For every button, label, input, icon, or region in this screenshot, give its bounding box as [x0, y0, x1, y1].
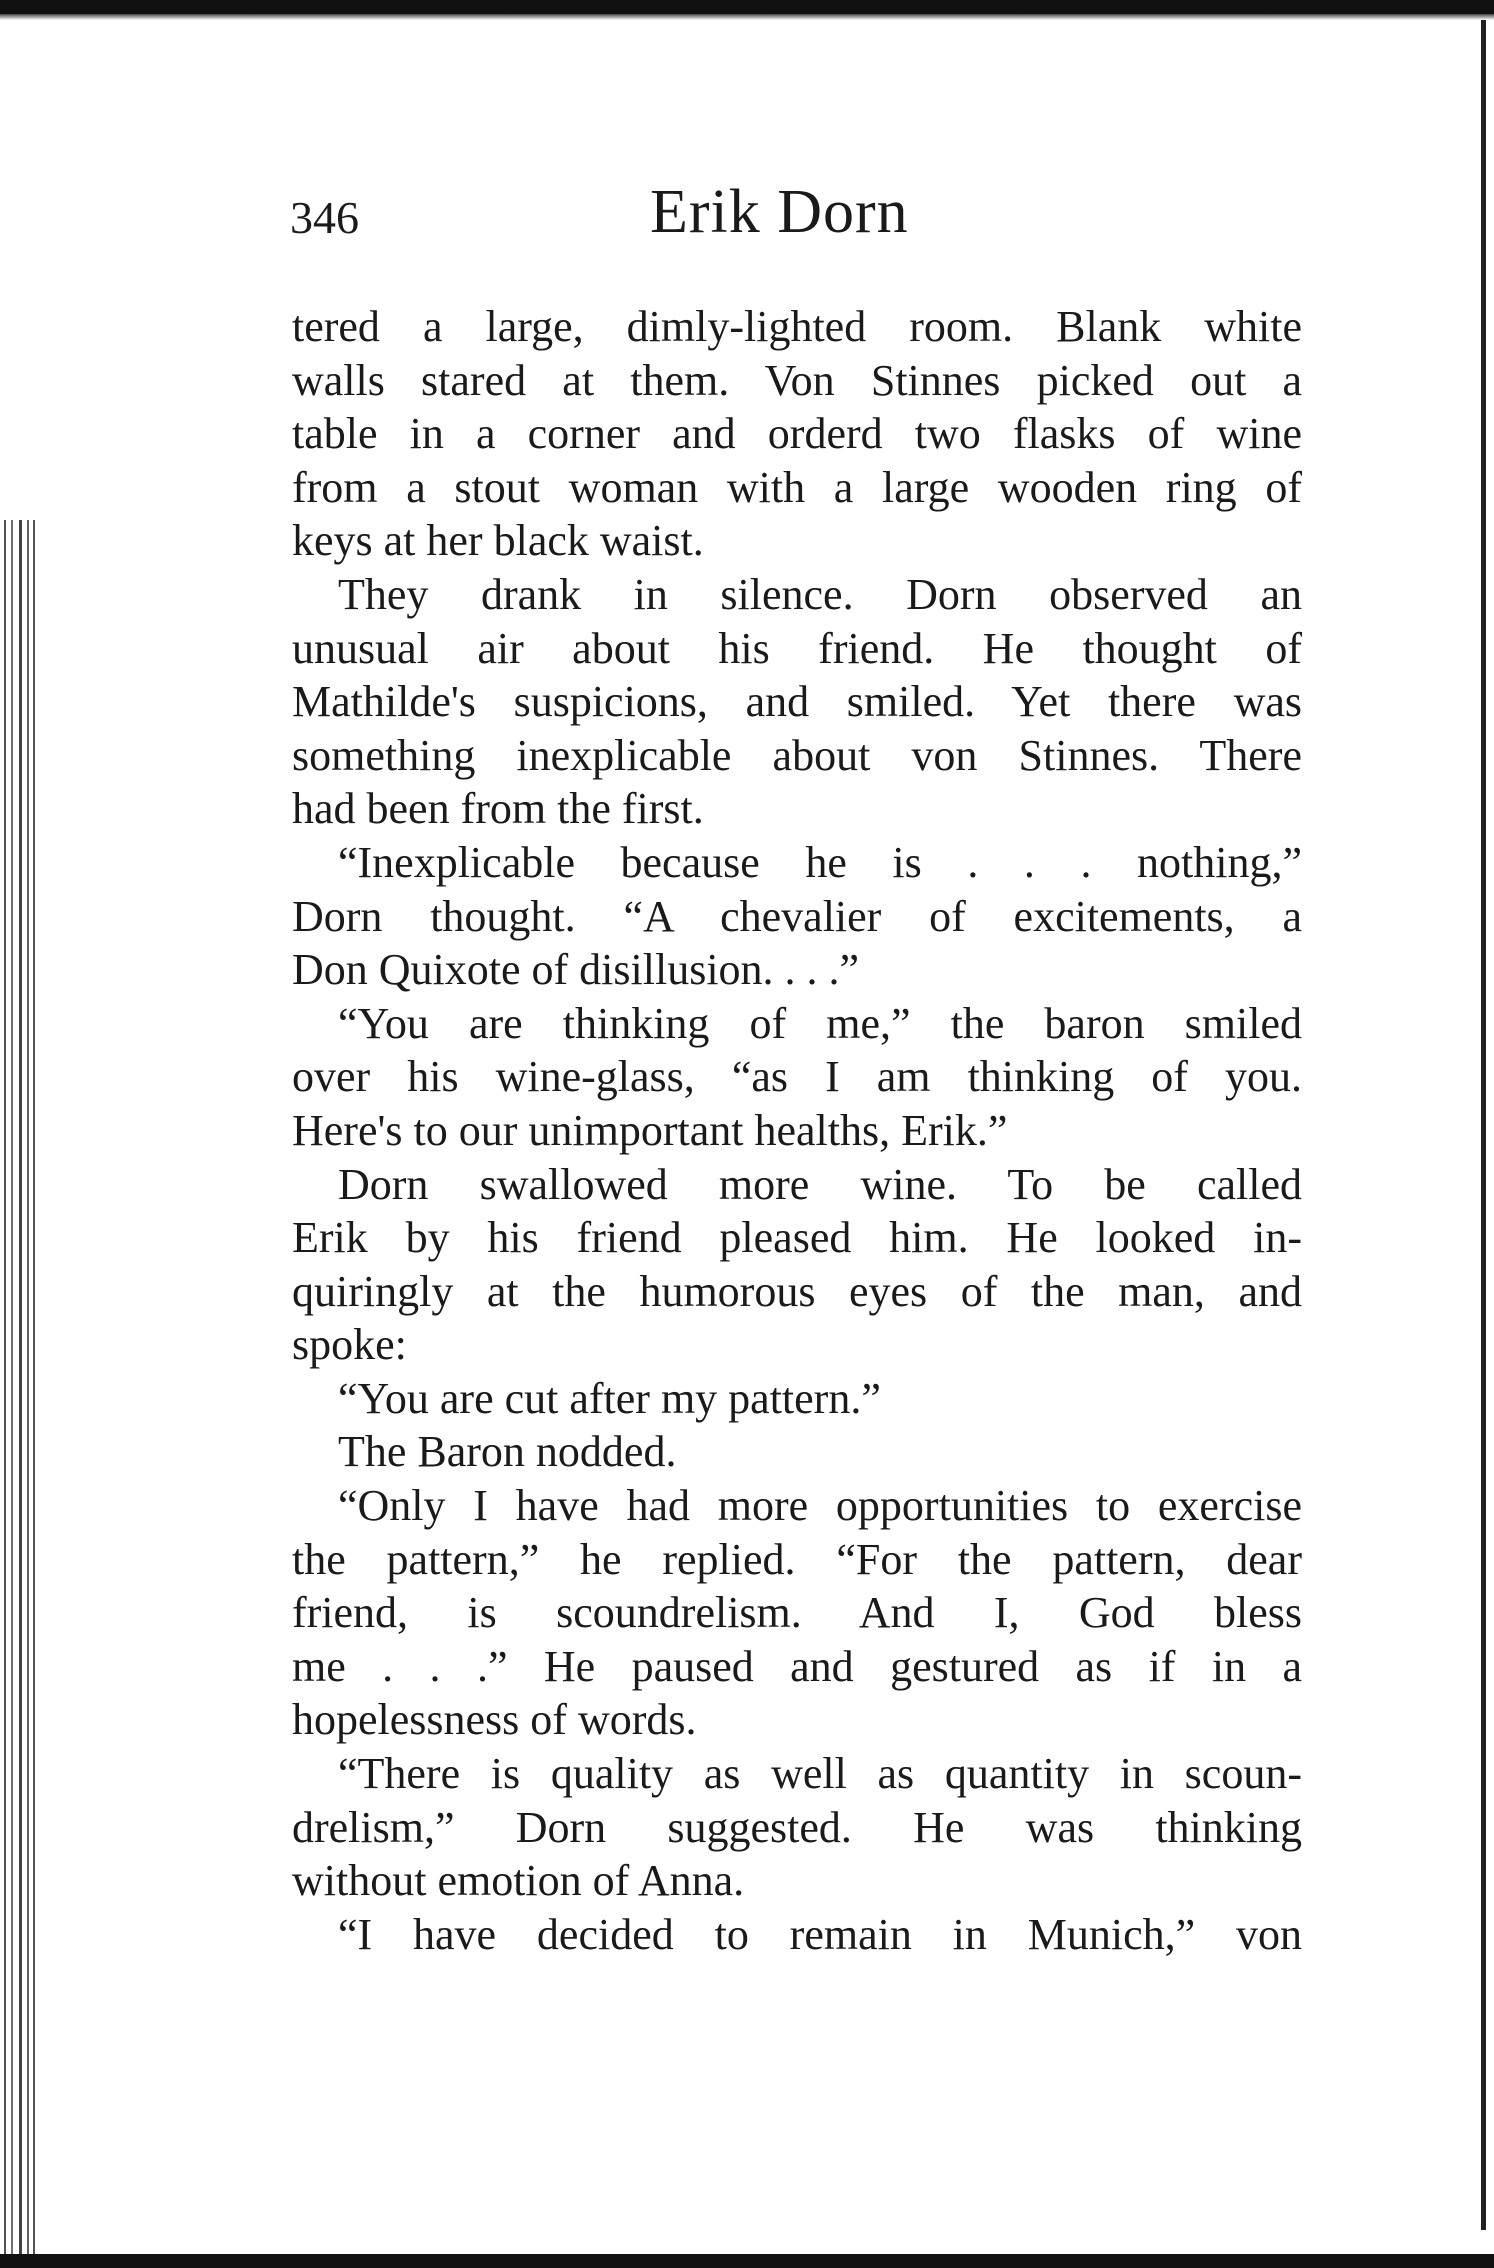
text-line: Here's to our unimportant healths, Erik.” — [292, 1105, 1008, 1155]
scan-edge-left-binding — [0, 520, 36, 2260]
text-line: The Baron nodded. — [338, 1427, 677, 1477]
scan-edge-right — [1481, 20, 1486, 2230]
text-line: “Only I have had more opportunities to exercise — [338, 1481, 1302, 1531]
text-line: Dorn thought. “A chevalier of excitements, a — [292, 891, 1302, 941]
page-number: 346 — [290, 192, 359, 243]
body-text — [292, 300, 1302, 1961]
text-line: something inexplicable about von Stinnes. There — [292, 730, 1302, 780]
text-line: They drank in silence. Dorn observed an — [338, 569, 1302, 619]
text-line: from a stout woman with a large wooden ring of — [292, 462, 1302, 512]
text-line: unusual air about his friend. He thought of — [292, 623, 1302, 673]
text-line: “You are thinking of me,” the baron smiled — [338, 998, 1302, 1048]
text-line: “I have decided to remain in Munich,” von — [338, 1909, 1302, 1959]
scan-edge-top-shadow — [0, 14, 1494, 20]
text-line: “Inexplicable because he is . . . nothing,” — [338, 837, 1302, 887]
text-line: hopelessness of words. — [292, 1695, 697, 1745]
text-line: Don Quixote of disillusion. . . .” — [292, 945, 860, 995]
text-line: the pattern,” he replied. “For the pattern, dear — [292, 1534, 1302, 1584]
text-line: keys at her black waist. — [292, 516, 704, 566]
text-line: walls stared at them. Von Stinnes picked out a — [292, 355, 1302, 405]
text-line: spoke: — [292, 1320, 407, 1370]
scan-edge-top — [0, 0, 1494, 14]
page-header — [290, 176, 1300, 256]
text-line: “There is quality as well as quantity in scoun- — [338, 1749, 1302, 1799]
text-line: table in a corner and orderd two flasks of wine — [292, 409, 1302, 459]
text-line: “You are cut after my pattern.” — [338, 1373, 881, 1423]
text-line: over his wine-glass, “as I am thinking of you. — [292, 1052, 1302, 1102]
text-line: Mathilde's suspicions, and smiled. Yet there was — [292, 677, 1302, 727]
text-line: me . . .” He paused and gestured as if in a — [292, 1641, 1302, 1691]
text-line: friend, is scoundrelism. And I, God bless — [292, 1588, 1302, 1638]
text-line: Erik by his friend pleased him. He looked in- — [292, 1213, 1302, 1263]
text-line: quiringly at the humorous eyes of the man, and — [292, 1266, 1302, 1316]
text-line: had been from the first. — [292, 784, 704, 834]
text-line: drelism,” Dorn suggested. He was thinking — [292, 1802, 1302, 1852]
text-line: Dorn swallowed more wine. To be called — [338, 1159, 1302, 1209]
text-line: without emotion of Anna. — [292, 1856, 745, 1906]
scan-edge-bottom — [0, 2254, 1494, 2268]
text-line: tered a large, dimly-lighted room. Blank white — [292, 302, 1302, 351]
running-title: Erik Dorn — [650, 178, 909, 246]
